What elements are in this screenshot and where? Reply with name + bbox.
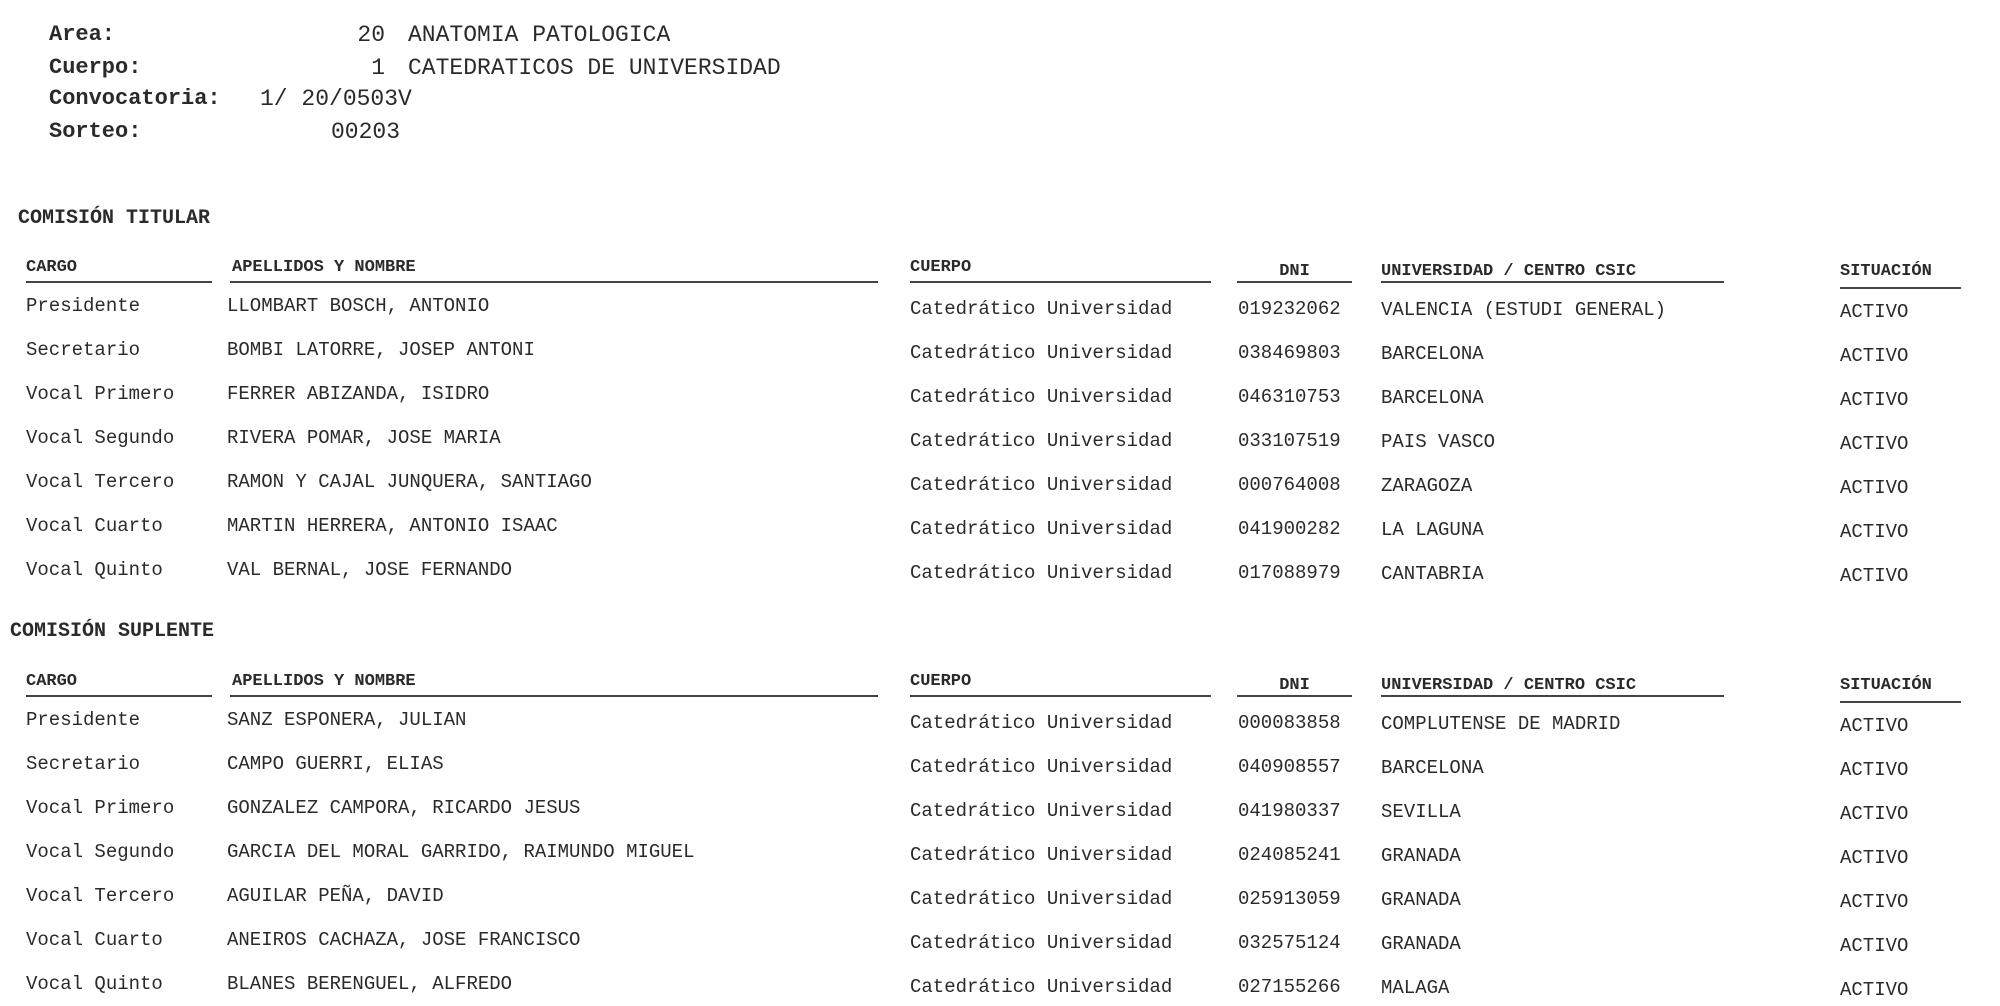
convocatoria-label: Convocatoria:: [49, 86, 221, 111]
column-underline: [1237, 281, 1352, 283]
cell-cuerpo: Catedrático Universidad: [910, 298, 1173, 320]
column-header-cargo: CARGO: [26, 672, 78, 691]
cell-cargo: Vocal Cuarto: [26, 515, 163, 537]
cell-situacion: ACTIVO: [1840, 715, 1909, 737]
cell-cargo: Vocal Quinto: [26, 559, 163, 581]
cell-dni: 000764008: [1238, 474, 1341, 496]
cell-cargo: Vocal Quinto: [26, 973, 163, 995]
cell-universidad: ZARAGOZA: [1381, 475, 1473, 497]
cell-cargo: Vocal Segundo: [26, 427, 175, 449]
column-underline: [26, 695, 212, 697]
cell-dni: 038469803: [1238, 342, 1341, 364]
cell-cuerpo: Catedrático Universidad: [910, 976, 1173, 998]
cell-dni: 025913059: [1238, 888, 1341, 910]
cell-universidad: GRANADA: [1381, 933, 1461, 955]
cell-nombre: FERRER ABIZANDA, ISIDRO: [227, 383, 490, 405]
area-label: Area:: [49, 22, 116, 47]
cell-dni: 041900282: [1238, 518, 1341, 540]
column-underline: [26, 281, 212, 283]
cell-situacion: ACTIVO: [1840, 301, 1909, 323]
cell-nombre: VAL BERNAL, JOSE FERNANDO: [227, 559, 513, 581]
column-underline: [910, 695, 1211, 697]
cell-dni: 000083858: [1238, 712, 1341, 734]
cell-nombre: GONZALEZ CAMPORA, RICARDO JESUS: [227, 797, 581, 819]
cell-situacion: ACTIVO: [1840, 433, 1909, 455]
column-header-cuerpo: CUERPO: [910, 258, 972, 277]
cell-cuerpo: Catedrático Universidad: [910, 518, 1173, 540]
cell-nombre: RAMON Y CAJAL JUNQUERA, SANTIAGO: [227, 471, 592, 493]
cell-dni: 032575124: [1238, 932, 1341, 954]
cell-cargo: Vocal Primero: [26, 383, 175, 405]
cell-cargo: Vocal Primero: [26, 797, 175, 819]
cell-universidad: BARCELONA: [1381, 343, 1484, 365]
cell-universidad: BARCELONA: [1381, 757, 1484, 779]
cell-cargo: Presidente: [26, 709, 141, 731]
cell-dni: 046310753: [1238, 386, 1341, 408]
cell-dni: 041980337: [1238, 800, 1341, 822]
cell-nombre: SANZ ESPONERA, JULIAN: [227, 709, 467, 731]
cell-situacion: ACTIVO: [1840, 891, 1909, 913]
cell-situacion: ACTIVO: [1840, 389, 1909, 411]
cell-situacion: ACTIVO: [1840, 477, 1909, 499]
area-code: 20: [357, 22, 385, 48]
column-header-dni: DNI: [1279, 676, 1310, 695]
cell-cuerpo: Catedrático Universidad: [910, 932, 1173, 954]
cell-dni: 017088979: [1238, 562, 1341, 584]
cell-universidad: PAIS VASCO: [1381, 431, 1496, 453]
cell-dni: 040908557: [1238, 756, 1341, 778]
cell-universidad: BARCELONA: [1381, 387, 1484, 409]
cell-situacion: ACTIVO: [1840, 521, 1909, 543]
column-header-dni: DNI: [1279, 262, 1310, 281]
convocatoria-value: 1/ 20/0503V: [260, 86, 412, 112]
area-name: ANATOMIA PATOLOGICA: [408, 22, 671, 48]
column-header-cargo: CARGO: [26, 258, 78, 277]
sorteo-label: Sorteo:: [49, 119, 142, 144]
cell-nombre: MARTIN HERRERA, ANTONIO ISAAC: [227, 515, 558, 537]
cell-cuerpo: Catedrático Universidad: [910, 844, 1173, 866]
column-underline: [1381, 695, 1724, 697]
cell-situacion: ACTIVO: [1840, 979, 1909, 1001]
cell-dni: 027155266: [1238, 976, 1341, 998]
cell-situacion: ACTIVO: [1840, 759, 1909, 781]
cell-situacion: ACTIVO: [1840, 847, 1909, 869]
cell-situacion: ACTIVO: [1840, 803, 1909, 825]
cuerpo-name: CATEDRATICOS DE UNIVERSIDAD: [408, 55, 781, 81]
cell-cargo: Vocal Cuarto: [26, 929, 163, 951]
cell-nombre: BOMBI LATORRE, JOSEP ANTONI: [227, 339, 535, 361]
cell-universidad: MALAGA: [1381, 977, 1450, 999]
cell-universidad: SEVILLA: [1381, 801, 1461, 823]
column-underline: [1840, 701, 1961, 703]
cell-cuerpo: Catedrático Universidad: [910, 474, 1173, 496]
cell-cargo: Presidente: [26, 295, 141, 317]
cell-dni: 033107519: [1238, 430, 1341, 452]
cell-cuerpo: Catedrático Universidad: [910, 712, 1173, 734]
cell-cuerpo: Catedrático Universidad: [910, 888, 1173, 910]
column-header-universidad: UNIVERSIDAD / CENTRO CSIC: [1381, 676, 1637, 695]
cell-universidad: LA LAGUNA: [1381, 519, 1484, 541]
column-underline: [1237, 695, 1352, 697]
cell-cargo: Secretario: [26, 753, 141, 775]
cell-situacion: ACTIVO: [1840, 345, 1909, 367]
titular-section-title: COMISIÓN TITULAR: [18, 207, 211, 230]
cell-nombre: AGUILAR PEÑA, DAVID: [227, 885, 444, 907]
cell-nombre: BLANES BERENGUEL, ALFREDO: [227, 973, 513, 995]
cell-cuerpo: Catedrático Universidad: [910, 800, 1173, 822]
column-header-situacion: SITUACIÓN: [1840, 676, 1932, 695]
cell-situacion: ACTIVO: [1840, 565, 1909, 587]
cell-cuerpo: Catedrático Universidad: [910, 386, 1173, 408]
cell-cuerpo: Catedrático Universidad: [910, 562, 1173, 584]
column-header-nombre: APELLIDOS Y NOMBRE: [232, 258, 416, 277]
column-header-universidad: UNIVERSIDAD / CENTRO CSIC: [1381, 262, 1637, 281]
suplente-section-title: COMISIÓN SUPLENTE: [10, 620, 215, 643]
cell-nombre: RIVERA POMAR, JOSE MARIA: [227, 427, 501, 449]
cell-universidad: GRANADA: [1381, 889, 1461, 911]
cell-dni: 024085241: [1238, 844, 1341, 866]
cell-cuerpo: Catedrático Universidad: [910, 430, 1173, 452]
column-header-cuerpo: CUERPO: [910, 672, 972, 691]
cell-cargo: Vocal Segundo: [26, 841, 175, 863]
cell-universidad: CANTABRIA: [1381, 563, 1484, 585]
cell-nombre: LLOMBART BOSCH, ANTONIO: [227, 295, 490, 317]
cell-cargo: Vocal Tercero: [26, 885, 175, 907]
cell-situacion: ACTIVO: [1840, 935, 1909, 957]
column-underline: [1840, 287, 1961, 289]
cuerpo-code: 1: [371, 55, 385, 81]
cell-cuerpo: Catedrático Universidad: [910, 342, 1173, 364]
column-header-nombre: APELLIDOS Y NOMBRE: [232, 672, 416, 691]
cell-cuerpo: Catedrático Universidad: [910, 756, 1173, 778]
cell-nombre: CAMPO GUERRI, ELIAS: [227, 753, 444, 775]
cuerpo-label: Cuerpo:: [49, 55, 142, 80]
cell-cargo: Secretario: [26, 339, 141, 361]
column-header-situacion: SITUACIÓN: [1840, 262, 1932, 281]
column-underline: [1381, 281, 1724, 283]
cell-nombre: ANEIROS CACHAZA, JOSE FRANCISCO: [227, 929, 581, 951]
cell-universidad: GRANADA: [1381, 845, 1461, 867]
cell-nombre: GARCIA DEL MORAL GARRIDO, RAIMUNDO MIGUEL: [227, 841, 695, 863]
cell-cargo: Vocal Tercero: [26, 471, 175, 493]
column-underline: [230, 695, 878, 697]
column-underline: [230, 281, 878, 283]
sorteo-value: 00203: [331, 119, 401, 145]
cell-universidad: VALENCIA (ESTUDI GENERAL): [1381, 299, 1667, 321]
column-underline: [910, 281, 1211, 283]
cell-dni: 019232062: [1238, 298, 1341, 320]
cell-universidad: COMPLUTENSE DE MADRID: [1381, 713, 1621, 735]
